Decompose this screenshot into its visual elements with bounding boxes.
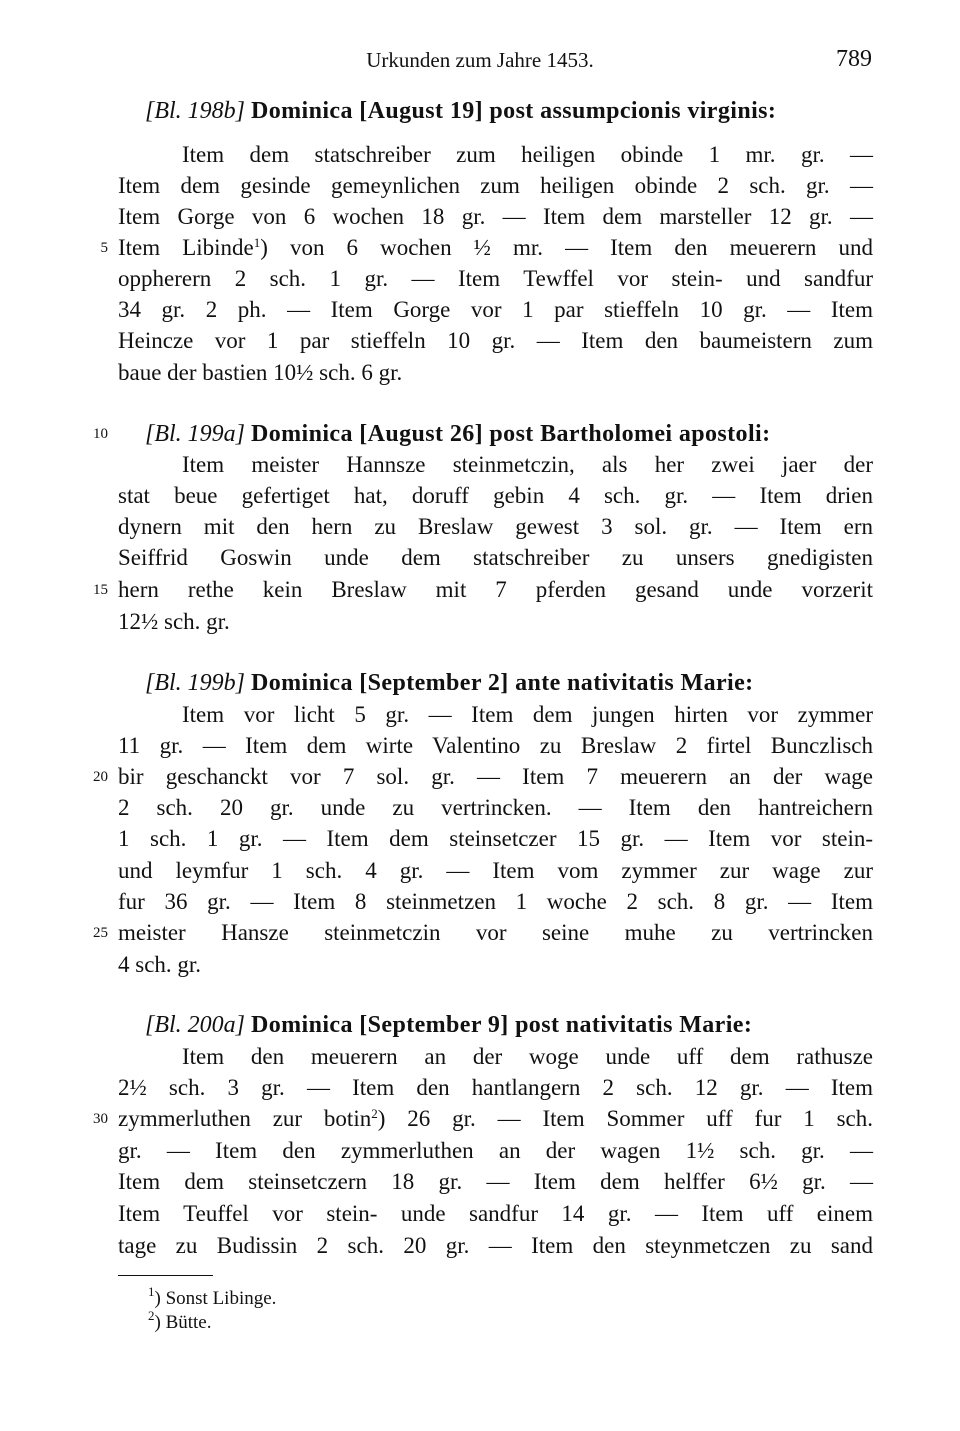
line-number: 5 — [100, 240, 108, 256]
footnote — [148, 1308, 212, 1335]
text-line: 11 gr. — Item dem wirte Valentino zu Breslaw 2 firtel Bunczlisch — [118, 733, 873, 758]
line-number: 15 — [93, 582, 108, 598]
heading-text: Dominica [August 26] post Bartholomei apostoli: — [251, 421, 771, 447]
page-number: 789 — [836, 46, 872, 72]
section-heading — [145, 668, 873, 698]
line-number: 20 — [93, 769, 108, 785]
text-line: 34 gr. 2 ph. — Item Gorge vor 1 par stieffeln 10 gr. — Item — [118, 297, 873, 322]
line-number: 10 — [93, 426, 108, 442]
text-line: 2 sch. 20 gr. unde zu vertrincken. — Item den hantreichern — [118, 795, 873, 820]
text-line: 1 sch. 1 gr. — Item dem steinsetczer 15 gr. — Item vor stein- — [118, 826, 873, 851]
text-line: Item den meuerern an der woge unde uff dem rathusze — [182, 1044, 873, 1069]
footnote — [148, 1284, 277, 1311]
running-title: Urkunden zum Jahre 1453. — [366, 48, 594, 72]
folio-reference: [Bl. 199b] — [145, 670, 246, 696]
text-line: tage zu Budissin 2 sch. 20 gr. — Item den steynmetczen zu sand — [118, 1233, 873, 1258]
text-line: Item vor licht 5 gr. — Item dem jungen hirten vor zymmer — [182, 702, 873, 727]
text-line: stat beue gefertiget hat, doruff gebin 4 sch. gr. — Item drien — [118, 483, 873, 508]
text-line: Item Gorge von 6 wochen 18 gr. — Item dem marsteller 12 gr. — — [118, 204, 873, 229]
folio-reference: [Bl. 198b] — [145, 98, 246, 124]
text-line: 4 sch. gr. — [118, 952, 202, 977]
text-line: Seiffrid Goswin unde dem statschreiber zu unsers gnedigisten — [118, 545, 873, 570]
text-line: oppherern 2 sch. 1 gr. — Item Tewffel vor stein- und sandfur — [118, 266, 873, 291]
running-header — [0, 40, 960, 86]
text-line: baue der bastien 10½ sch. 6 gr. — [118, 360, 403, 385]
text-line: Item Libinde$^1$) von 6 wochen ½ mr. — Item den meuerern und — [118, 235, 873, 260]
text-line: 2½ sch. 3 gr. — Item den hantlangern 2 sch. 12 gr. — Item — [118, 1075, 873, 1100]
text-line: Item dem gesinde gemeynlichen zum heiligen obinde 2 sch. gr. — — [118, 173, 873, 198]
footnote-number: 2 — [148, 1308, 155, 1323]
footnote-number: 1 — [148, 1284, 155, 1299]
text-line: Item dem steinsetczern 18 gr. — Item dem helffer 6½ gr. — — [118, 1169, 873, 1194]
text-line: 12½ sch. gr. — [118, 609, 230, 634]
footnote-text: ) Bütte. — [154, 1312, 212, 1333]
footnote-divider — [118, 1275, 213, 1276]
text-line: Item dem statschreiber zum heiligen obinde 1 mr. gr. — — [182, 142, 873, 167]
footnote-mark: 2 — [371, 1106, 378, 1121]
text-line: bir geschanckt vor 7 sol. gr. — Item 7 meuerern an der wage — [118, 764, 873, 789]
folio-reference: [Bl. 200a] — [145, 1012, 246, 1038]
text-line: gr. — Item den zymmerluthen an der wagen 1½ sch. gr. — — [118, 1138, 873, 1163]
text-line: Heincze vor 1 par stieffeln 10 gr. — Item den baumeistern zum — [118, 328, 873, 353]
heading-text: Dominica [September 9] post nativitatis Marie: — [251, 1012, 753, 1038]
text-line: meister Hansze steinmetczin vor seine muhe zu vertrincken — [118, 920, 873, 945]
text-line: Item meister Hannsze steinmetczin, als her zwei jaer der — [182, 452, 873, 477]
text-line: fur 36 gr. — Item 8 steinmetzen 1 woche 2 sch. 8 gr. — Item — [118, 889, 873, 914]
text-line: zymmerluthen zur botin$^2$) 26 gr. — Item Sommer uff fur 1 sch. — [118, 1106, 873, 1131]
footnote-mark: 1 — [253, 235, 261, 250]
folio-reference: [Bl. 199a] — [145, 421, 246, 447]
text-line: hern rethe kein Breslaw mit 7 pferden gesand unde vorzerit — [118, 577, 873, 602]
line-number: 25 — [93, 925, 108, 941]
heading-text: Dominica [September 2] ante nativitatis Marie: — [251, 670, 754, 696]
text-line: Item Teuffel vor stein- unde sandfur 14 gr. — Item uff einem — [118, 1201, 873, 1226]
line-number: 30 — [93, 1111, 108, 1127]
section-heading — [145, 1010, 873, 1040]
text-line: dynern mit den hern zu Breslaw gewest 3 sol. gr. — Item ern — [118, 514, 873, 539]
section-heading — [145, 419, 873, 449]
section-heading — [145, 96, 873, 126]
text-line: und leymfur 1 sch. 4 gr. — Item vom zymmer zur wage zur — [118, 858, 873, 883]
footnote-text: ) Sonst Libinge. — [154, 1288, 277, 1309]
heading-text: Dominica [August 19] post assumpcionis virginis: — [251, 98, 777, 124]
